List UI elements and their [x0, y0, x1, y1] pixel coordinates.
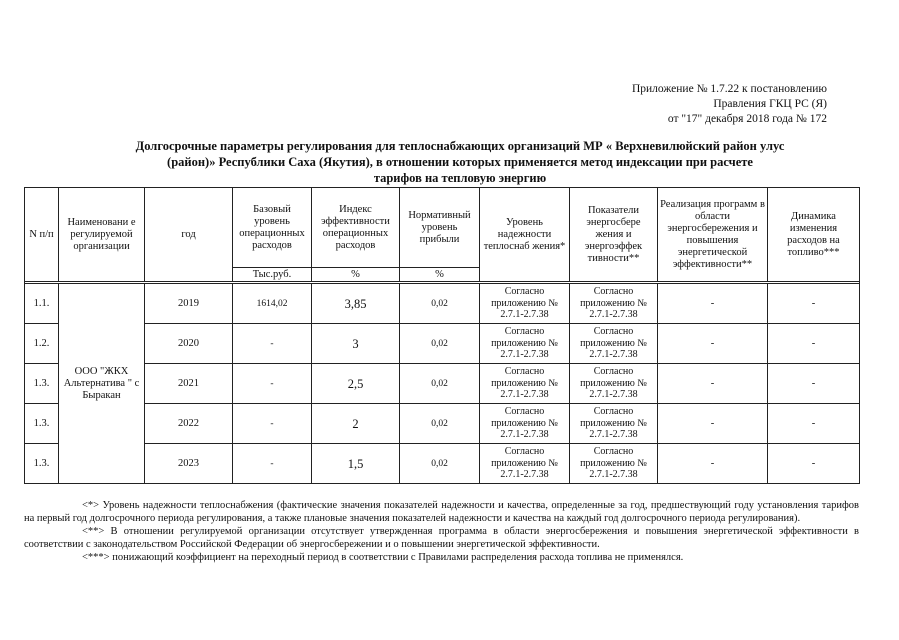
row-program: -	[658, 444, 768, 484]
table-row	[25, 284, 860, 324]
appendix-line-2: Правления ГКЦ РС (Я)	[713, 98, 827, 110]
row-year: 2022	[145, 404, 233, 444]
row-program: -	[658, 404, 768, 444]
row-fuel: -	[768, 404, 860, 444]
unit-index: %	[312, 268, 400, 282]
row-reliability: Согласно приложению № 2.7.1-2.7.38	[480, 364, 570, 404]
row-base-opex: -	[233, 404, 312, 444]
parameters-table	[24, 187, 860, 484]
row-base-opex: -	[233, 324, 312, 364]
row-efficiency-index: 2,5	[312, 364, 400, 404]
table-row	[25, 444, 860, 484]
row-year: 2023	[145, 444, 233, 484]
document-title	[60, 138, 860, 186]
row-efficiency-index: 1,5	[312, 444, 400, 484]
appendix-line-1: Приложение № 1.7.22 к постановлению	[631, 83, 827, 95]
unit-profit: %	[400, 268, 480, 282]
table-row	[25, 364, 860, 404]
row-year: 2021	[145, 364, 233, 404]
row-energy-saving: Согласно приложению № 2.7.1-2.7.38	[570, 324, 658, 364]
row-num: 1.3.	[25, 404, 59, 444]
row-num: 1.1.	[25, 284, 59, 324]
row-energy-saving: Согласно приложению № 2.7.1-2.7.38	[570, 444, 658, 484]
footnotes	[24, 500, 859, 566]
row-reliability: Согласно приложению № 2.7.1-2.7.38	[480, 284, 570, 324]
row-fuel: -	[768, 324, 860, 364]
appendix-line-3: от "17" декабря 2018 года № 172	[667, 113, 827, 125]
header-program: Реализация программ в области энергосбережения и повышения энергетической эффективности**	[658, 188, 768, 282]
header-base-opex: Базовый уровень операционных расходов	[233, 188, 312, 268]
row-year: 2019	[145, 284, 233, 324]
row-profit-level: 0,02	[400, 364, 480, 404]
header-num: N п/п	[25, 188, 59, 282]
row-profit-level: 0,02	[400, 404, 480, 444]
title-line-2: (район)» Республики Саха (Якутия), в отношении которых применяется метод индексации при расчете	[167, 155, 753, 169]
header-profit-level: Нормативный уровень прибыли	[400, 188, 480, 268]
row-program: -	[658, 284, 768, 324]
title-line-1: Долгосрочные параметры регулирования для теплоснабжающих организаций МР « Верхневилюйский район улус	[135, 139, 785, 153]
row-reliability: Согласно приложению № 2.7.1-2.7.38	[480, 444, 570, 484]
header-year: год	[145, 188, 233, 282]
row-program: -	[658, 364, 768, 404]
row-reliability: Согласно приложению № 2.7.1-2.7.38	[480, 404, 570, 444]
header-energy-saving: Показатели энергосбере жения и энергоэффек тивности**	[570, 188, 658, 282]
row-num: 1.3.	[25, 364, 59, 404]
table-header-row	[25, 188, 860, 268]
row-profit-level: 0,02	[400, 444, 480, 484]
row-efficiency-index: 2	[312, 404, 400, 444]
row-efficiency-index: 3,85	[312, 284, 400, 324]
row-efficiency-index: 3	[312, 324, 400, 364]
table-row	[25, 324, 860, 364]
footnote-energy-program: <**> В отношении регулируемой организации отсутствует утвержденная программа в области энергосбережения и повышения энергетической эффективности в соответствии с законодательством Российской Федерации об энергосбережении и о повышении энергетической эффективности.	[24, 526, 859, 550]
row-num: 1.2.	[25, 324, 59, 364]
row-program: -	[658, 324, 768, 364]
row-fuel: -	[768, 364, 860, 404]
row-num: 1.3.	[25, 444, 59, 484]
row-fuel: -	[768, 284, 860, 324]
row-energy-saving: Согласно приложению № 2.7.1-2.7.38	[570, 364, 658, 404]
header-reliability: Уровень надежности теплоснаб жения*	[480, 188, 570, 282]
organization-name: ООО "ЖКХ Альтернатива " с Быракан	[59, 284, 145, 484]
row-reliability: Согласно приложению № 2.7.1-2.7.38	[480, 324, 570, 364]
header-efficiency-index: Индекс эффективности операционных расходов	[312, 188, 400, 268]
row-profit-level: 0,02	[400, 284, 480, 324]
row-profit-level: 0,02	[400, 324, 480, 364]
row-base-opex: 1614,02	[233, 284, 312, 324]
header-organization: Наименовани е регулируемой организации	[59, 188, 145, 282]
title-line-3: тарифов на тепловую энергию	[373, 171, 547, 185]
appendix-reference	[632, 82, 827, 127]
row-year: 2020	[145, 324, 233, 364]
header-fuel: Динамика изменения расходов на топливо***	[768, 188, 860, 282]
row-base-opex: -	[233, 444, 312, 484]
unit-base: Тыс.руб.	[233, 268, 312, 282]
row-energy-saving: Согласно приложению № 2.7.1-2.7.38	[570, 404, 658, 444]
row-base-opex: -	[233, 364, 312, 404]
footnote-fuel: <***> понижающий коэффициент на переходный период в соответствии с Правилами распределения расхода топлива не применялся.	[82, 552, 684, 563]
row-energy-saving: Согласно приложению № 2.7.1-2.7.38	[570, 284, 658, 324]
footnote-reliability: <*> Уровень надежности теплоснабжения (фактические значения показателей надежности и качества, определенные за год, предшествующий году установления тарифов на первый год долгосрочного периода регулирования, а также плановые значения показателей надежности и качества на каждый год долгосрочного периода регулирования).	[24, 500, 859, 524]
row-fuel: -	[768, 444, 860, 484]
table-row	[25, 404, 860, 444]
